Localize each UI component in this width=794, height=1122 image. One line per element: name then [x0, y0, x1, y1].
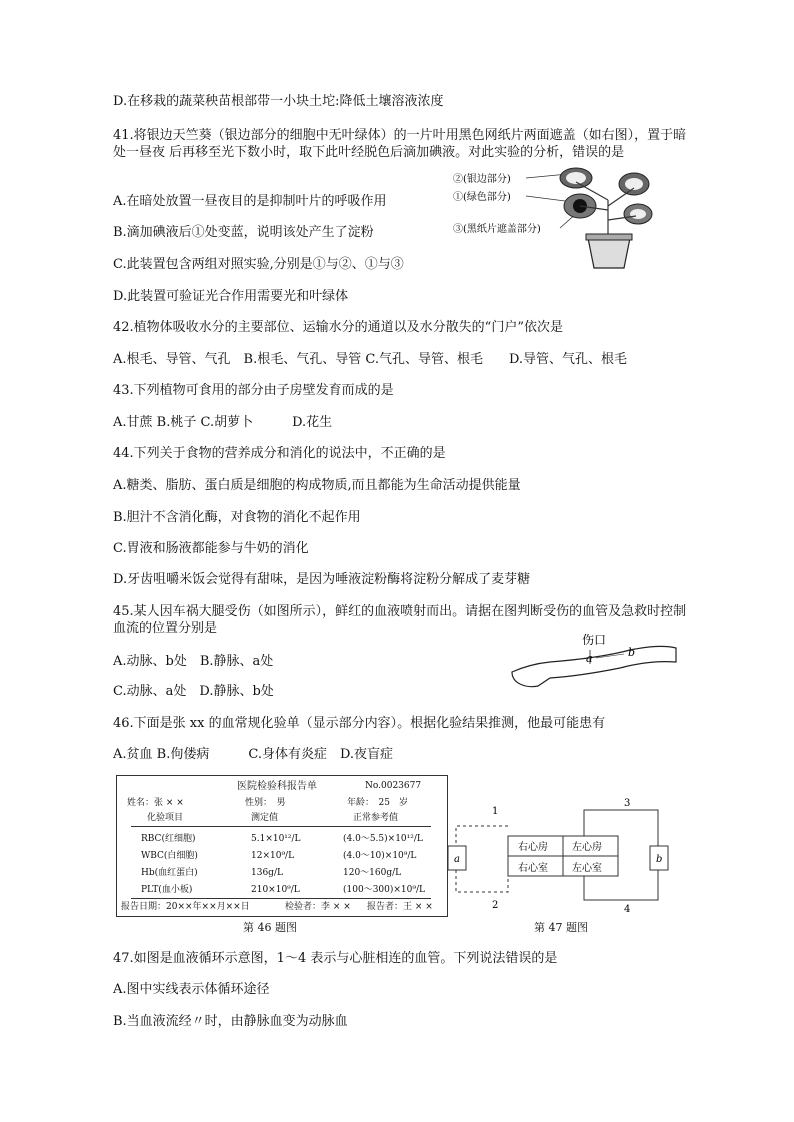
point-b-label: b [628, 646, 636, 659]
q41-option-c: C.此装置包含两组对照实验,分别是①与②、①与③ [113, 257, 404, 272]
label-silver-edge: ②(银边部分) [453, 174, 511, 185]
question-47: 47.如图是血液循环示意图，1～4 表示与心脏相连的血管。下列说法错误的是 [113, 951, 558, 966]
q43-options: A.甘蔗 B.桃子 C.胡萝卜 D.花生 [113, 415, 333, 430]
row-hb-item: Hb(血红蛋白) [141, 868, 198, 878]
q41-option-b: B.滴加碘液后①处变蓝，说明该处产生了淀粉 [113, 225, 374, 240]
geranium-figure [448, 160, 668, 272]
wound-label: 伤口 [582, 633, 607, 647]
q44-option-a: A.糖类、脂肪、蛋白质是细胞的构成物质,而且都能为生命活动提供能量 [113, 478, 521, 493]
caption-46: 第 46 题图 [243, 921, 297, 934]
row-plt-value: 210×10⁹/L [251, 885, 300, 895]
row-plt-ref: (100～300)×10⁹/L [343, 885, 425, 895]
q47-option-a: A.图中实线表示体循环途径 [113, 982, 270, 997]
question-41: 41.将银边天竺葵（银边部分的细胞中无叶绿体）的一片叶用黑色网纸片两面遮盖（如右图），置于暗处一昼夜 后再移至光下数小时，取下此叶经脱色后滴加碘液。对此实验的分析，错误的是 [113, 128, 687, 160]
q44-option-c: C.胃液和肠液都能参与牛奶的消化 [113, 541, 309, 556]
patient-name: 姓名：张 × × [127, 798, 184, 808]
patient-age: 年龄： 25 岁 [347, 798, 408, 808]
row-plt-item: PLT(血小板) [141, 885, 193, 895]
row-wbc-value: 12×10⁹/L [251, 851, 295, 861]
right-ventricle-label: 右心室 [518, 863, 548, 874]
q46-options: A.贫血 B.佝偻病 C.身体有炎症 D.夜盲症 [113, 747, 394, 762]
point-a-label: a [586, 652, 593, 665]
left-atrium-label: 左心房 [572, 842, 602, 853]
label-green-part: ①(绿色部分) [453, 192, 511, 203]
question-42: 42.植物体吸收水分的主要部位、运输水分的通道以及水分散失的“门户”依次是 [113, 320, 563, 335]
q41-option-d: D.此装置可验证光合作用需要光和叶绿体 [113, 289, 349, 304]
vessel-3-label: 3 [624, 798, 631, 809]
q47-option-b: B.当血液流经〃时，由静脉血变为动脉血 [113, 1014, 348, 1029]
label-black-paper: ③(黑纸片遮盖部分) [453, 224, 541, 235]
row-wbc-ref: (4.0～10)×10⁹/L [343, 851, 417, 861]
option-d-previous: D.在移栽的蔬菜秧苗根部带一小块土坨:降低土壤溶液浓度 [113, 94, 444, 109]
patient-sex: 性别： 男 [245, 798, 286, 808]
question-44: 44.下列关于食物的营养成分和消化的说法中，不正确的是 [113, 446, 446, 461]
q44-option-d: D.牙齿咀嚼米饭会觉得有甜味，是因为唾液淀粉酶将淀粉分解成了麦芽糖 [113, 572, 531, 587]
q42-options: A.根毛、导管、气孔 B.根毛、气孔、导管 C.气孔、导管、根毛 D.导管、气孔、根毛 [113, 352, 628, 367]
row-hb-ref: 120～160g/L [343, 868, 402, 878]
left-ventricle-label: 左心室 [572, 863, 602, 874]
row-rbc-item: RBC(红细胞) [141, 834, 196, 844]
q45-options-ab: A.动脉、b处 B.静脉、a处 [113, 654, 274, 669]
q44-option-b: B.胆汁不含消化酶，对食物的消化不起作用 [113, 510, 361, 525]
report-title: 医院检验科报告单 [237, 781, 317, 792]
right-atrium-label: 右心房 [518, 842, 548, 853]
report-date: 报告日期：20××年××月××日 [121, 902, 250, 912]
row-hb-value: 136g/L [251, 868, 283, 878]
header-reference: 正常参考值 [353, 813, 399, 823]
box-a-label: a [454, 854, 460, 865]
question-46: 46.下面是张 xx 的血常规化验单（显示部分内容）。根据化验结果推测，他最可能患有 [113, 716, 606, 731]
header-value: 测定值 [251, 813, 279, 823]
report-reporter: 报告者：王 × × [367, 902, 433, 912]
row-rbc-ref: (4.0～5.5)×10¹²/L [343, 834, 423, 844]
row-rbc-value: 5.1×10¹²/L [251, 834, 301, 844]
vessel-2-label: 2 [492, 900, 499, 911]
lab-report [116, 775, 448, 917]
circulation-diagram [446, 796, 686, 916]
leg-figure [510, 628, 680, 690]
report-number: No.0023677 [365, 781, 422, 791]
question-45: 45.某人因车祸大腿受伤（如图所示），鲜红的血液喷射而出。请据在图判断受伤的血管及急救时控制血流的位置分别是 [113, 604, 687, 636]
q45-options-cd: C.动脉、a处 D.静脉、b处 [113, 684, 274, 699]
question-43: 43.下列植物可食用的部分由子房壁发育而成的是 [113, 383, 394, 398]
box-b-label: b [656, 854, 663, 865]
caption-47: 第 47 题图 [534, 921, 588, 934]
row-wbc-item: WBC(白细胞) [141, 851, 198, 861]
vessel-1-label: 1 [492, 806, 499, 817]
header-item: 化验项目 [147, 813, 184, 823]
report-checker: 检验者：李 × × [285, 902, 351, 912]
q41-option-a: A.在暗处放置一昼夜目的是抑制叶片的呼吸作用 [113, 194, 387, 209]
vessel-4-label: 4 [624, 904, 631, 915]
